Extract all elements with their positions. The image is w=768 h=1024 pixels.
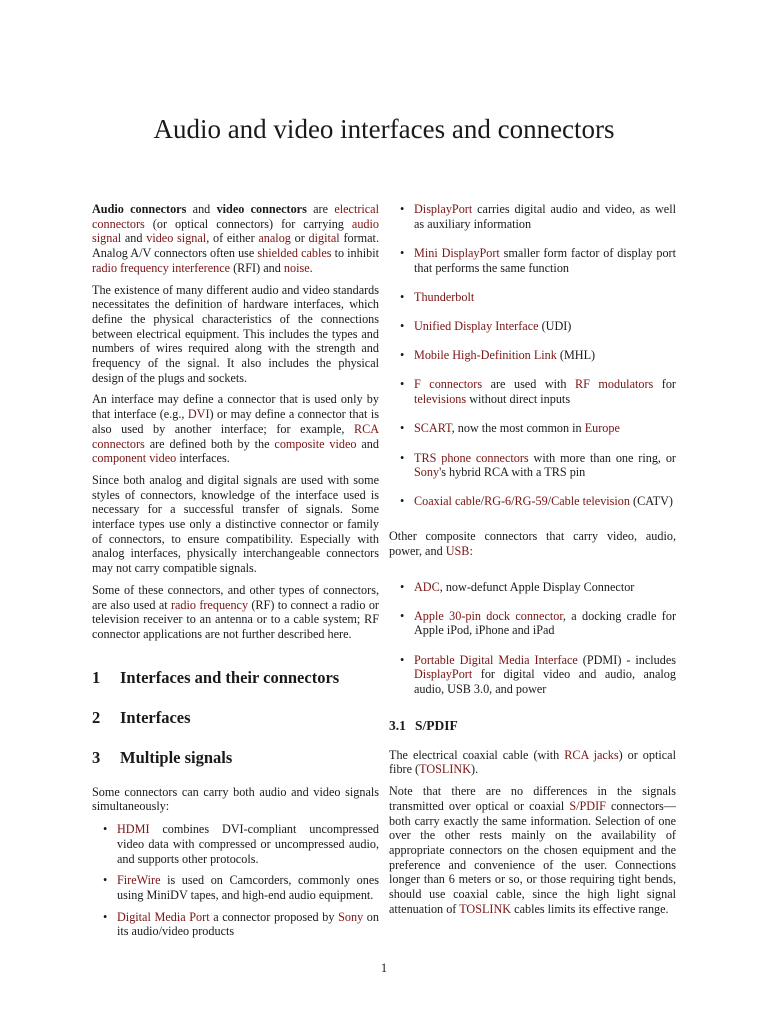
multiple-signals-list (92, 822, 379, 939)
list-item (389, 653, 676, 697)
list-item (389, 348, 676, 363)
list-item (92, 822, 379, 866)
left-column (92, 202, 379, 946)
paragraph-standards: The existence of many different audio and video standards necessitates the definition of hardware interfaces, which define the physical characteristics of the connections between electrical equipment. This includes the types and numbers of wires required along with the strength and frequency of the signal. It also includes the physical design of the plugs and sockets. (92, 282, 379, 385)
list-item (389, 609, 676, 638)
link-displayport[interactable]: DisplayPort (414, 202, 473, 216)
link-adc[interactable]: ADC (414, 579, 440, 594)
text: for digital video and audio, analog audio, USB 3.0, and power (414, 667, 676, 697)
text: (or optical connectors) for carrying (144, 216, 352, 231)
list-item (389, 580, 676, 595)
page-title: Audio and video interfaces and connectors (153, 114, 615, 144)
list-item (92, 873, 379, 902)
link-toslink[interactable]: TOSLINK (419, 762, 472, 777)
text: are defined both by the (144, 436, 275, 451)
link-radio-frequency[interactable]: radio frequency (170, 597, 249, 612)
section-title: Multiple signals (120, 747, 233, 767)
link-pdmi[interactable]: Portable Digital Media Interface (414, 652, 578, 667)
section-heading-1 (92, 668, 379, 688)
page-number: 1 (380, 961, 388, 975)
text: ) or may define a connector that is also used by another interface; for example, (92, 407, 379, 436)
link-sony[interactable]: Sony (338, 909, 364, 924)
link-audio-signal[interactable]: audio signal (92, 216, 379, 246)
list-item (389, 494, 676, 509)
text: , a docking cradle for Apple iPod, iPhone and iPad (414, 608, 676, 638)
text: combines DVI-compliant uncompressed video data with compressed or uncompressed audio, and supports other protocols. (117, 822, 379, 866)
link-electrical-connectors[interactable]: electrical connectors (92, 202, 379, 231)
text: are (306, 202, 335, 216)
text: : (469, 543, 473, 558)
text: cables limits its effective range. (511, 901, 669, 916)
section-title: S/PDIF (415, 717, 458, 733)
text: (CATV) (630, 494, 673, 509)
text: (RFI) and (230, 260, 284, 275)
link-unified-display-interface[interactable]: Unified Display Interface (414, 319, 539, 334)
text: carries digital audio and video, as well as auxiliary information (414, 202, 676, 231)
link-spdif[interactable]: S/PDIF (569, 798, 606, 813)
subsection-heading-3-1 (389, 717, 676, 735)
text: and (186, 202, 217, 216)
section-number: 3 (92, 747, 101, 767)
link-dvi[interactable]: DVI (187, 407, 210, 422)
section-number: 1 (92, 667, 101, 687)
text: are used with (482, 377, 575, 392)
link-televisions[interactable]: televisions (414, 392, 467, 407)
text: , of either (206, 231, 259, 246)
link-rf-modulators[interactable]: RF modulators (575, 377, 654, 392)
text: format. Analog A/V connectors often use (92, 231, 379, 261)
section-heading-3 (92, 748, 379, 768)
paragraph-multiple-signals: Some connectors can carry both audio and video signals simultaneously: (92, 784, 379, 814)
text: / (511, 494, 515, 509)
text: interfaces. (176, 451, 230, 466)
link-noise[interactable]: noise (283, 260, 310, 275)
link-usb[interactable]: USB (445, 543, 470, 558)
link-hdmi[interactable]: HDMI (117, 822, 150, 837)
link-rca-connectors[interactable]: RCA connectors (92, 421, 379, 451)
paragraph-interface-define (92, 392, 379, 466)
paragraph-spdif-note (389, 784, 676, 916)
link-apple-30-pin[interactable]: Apple 30-pin dock connector (414, 608, 563, 623)
section-title: Interfaces and their connectors (120, 667, 340, 687)
text: , now the most common in (451, 421, 585, 436)
list-item (389, 421, 676, 436)
link-trs-phone-connectors[interactable]: TRS phone connectors (414, 450, 529, 465)
connector-list (389, 202, 676, 509)
term-video-connectors: video connectors (216, 202, 307, 216)
text: The electrical coaxial cable (with (389, 747, 565, 762)
list-item (389, 202, 676, 231)
text: An interface may define a connector that is used only by that interface (e.g., (92, 392, 379, 422)
intro-paragraph (92, 202, 379, 276)
text: and (121, 231, 147, 246)
link-mini-displayport[interactable]: Mini DisplayPort (414, 245, 500, 260)
paragraph-rf (92, 583, 379, 642)
text: ). (471, 762, 479, 777)
link-digital[interactable]: digital (308, 231, 340, 246)
text: Some of these connectors, and other types of connectors, are also used at (92, 582, 379, 612)
text: (RF) to connect a radio or television receiver to an antenna or to a cable system; RF connector applications are not further described here. (92, 597, 379, 641)
list-item (389, 246, 676, 275)
paragraph-analog-digital: Since both analog and digital signals are used with some styles of connectors, knowledge of the interface used is necessary for a successful transfer of signals. Some interface types use only a distinctive connector or family of connectors, to ensure compatibility. Especially with analog interfaces, physically interchangeable connectors may not carry compatible signals. (92, 472, 379, 576)
right-column (389, 202, 676, 924)
list-item (389, 377, 676, 406)
list-item (389, 290, 676, 305)
link-displayport[interactable]: DisplayPort (414, 667, 473, 682)
link-rg-6[interactable]: RG-6 (484, 494, 512, 509)
link-sony[interactable]: Sony (414, 465, 440, 480)
link-component-video[interactable]: component video (92, 451, 177, 466)
text: on its audio/video products (117, 909, 379, 939)
section-title: Interfaces (120, 707, 191, 727)
link-europe[interactable]: Europe (584, 421, 620, 436)
text: for (653, 377, 676, 392)
text: ) or optical fibre ( (389, 747, 676, 777)
text: 's hybrid RCA with a TRS pin (439, 465, 586, 480)
link-rca-jacks[interactable]: RCA jacks (564, 747, 619, 762)
link-f-connectors[interactable]: F connectors (414, 377, 483, 392)
list-item (389, 451, 676, 480)
composite-connector-list (389, 580, 676, 697)
text: without direct inputs (466, 392, 571, 407)
text: . (309, 260, 313, 275)
link-coaxial-cable[interactable]: Coaxial cable (414, 494, 481, 509)
text: (PDMI) - includes (577, 652, 676, 667)
link-thunderbolt[interactable]: Thunderbolt (414, 289, 475, 304)
paragraph-other-composite (389, 529, 676, 558)
text: and (356, 436, 379, 451)
link-scart[interactable]: SCART (414, 421, 452, 436)
link-shielded-cables[interactable]: shielded cables (257, 246, 332, 261)
text: Note that there are no differences in the signals transmitted over optical or coaxial (389, 784, 676, 813)
link-analog[interactable]: analog (258, 231, 291, 246)
text: / (547, 494, 552, 509)
link-cable-television[interactable]: Cable television (551, 494, 630, 509)
link-rg-59[interactable]: RG-59 (514, 494, 548, 509)
text: / (480, 494, 485, 509)
text: (UDI) (538, 319, 572, 334)
section-number: 2 (92, 707, 101, 727)
section-number: 3.1 (389, 717, 406, 733)
list-item (92, 910, 379, 939)
text: (MHL) (556, 348, 596, 363)
text: is used on Camcorders, commonly ones using MiniDV tapes, and high-end audio equipment. (117, 873, 379, 902)
text: , now-defunct Apple Display Connector (439, 579, 635, 594)
list-item (389, 319, 676, 334)
text: connectors—both carry exactly the same information. Selection of one over the other rests mainly on the availability of appropriate connectors on the chosen equipment and the preference and convenience of the user. Connections longer than 6 meters or so, or those requiring tight bends, should use coaxial cable, since the high light signal attenuation of (389, 798, 676, 916)
link-toslink[interactable]: TOSLINK (459, 901, 512, 916)
section-heading-2 (92, 708, 379, 728)
link-composite-video[interactable]: composite video (274, 436, 357, 451)
link-digital-media-port[interactable]: Digital Media Port (117, 909, 210, 924)
term-audio-connectors: Audio connectors (92, 202, 187, 216)
text: with more than one ring, or (528, 450, 676, 465)
text: a connector proposed by (209, 909, 339, 924)
link-mhl[interactable]: Mobile High-Definition Link (414, 348, 557, 363)
link-firewire[interactable]: FireWire (117, 873, 161, 888)
paragraph-spdif-cable (389, 748, 676, 777)
text: Other composite connectors that carry video, audio, power, and (389, 529, 676, 558)
text: smaller form factor of display port that performs the same function (414, 245, 677, 275)
text: or (290, 231, 309, 246)
link-radio-frequency-interference[interactable]: radio frequency interference (92, 260, 231, 275)
link-video-signal[interactable]: video signal (146, 231, 207, 246)
text: to inhibit (331, 246, 379, 261)
